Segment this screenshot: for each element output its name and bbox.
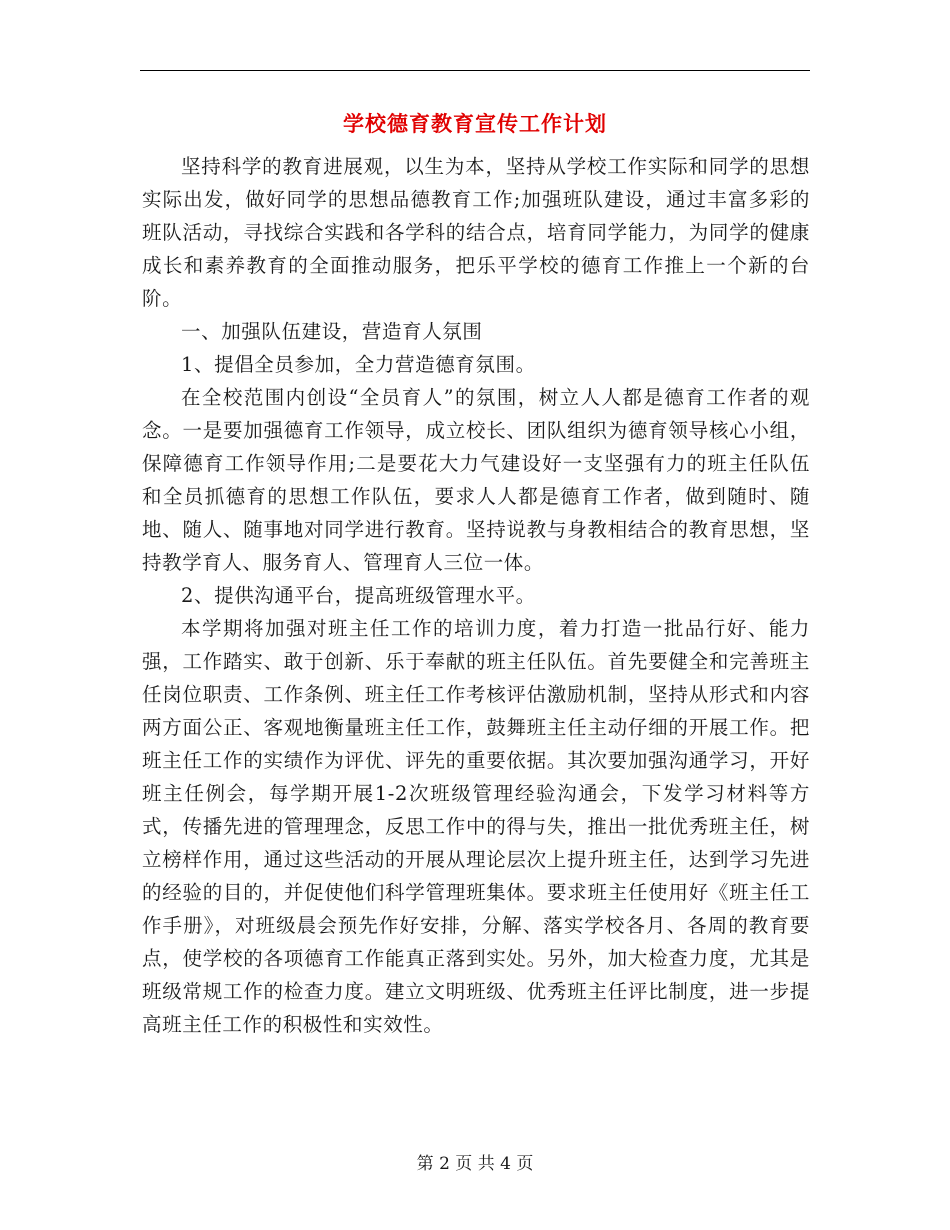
header-rule [140,70,810,71]
page-footer [0,1152,950,1176]
subsection-heading-2: 2、提供沟通平台，提高班级管理水平。 [181,584,536,607]
paragraph-all-staff: 在全校范围内创设“全员育人”的氛围，树立人人都是德育工作者的观念。一是要加强德育工作领导，成立校长、团队组织为德育领导核心小组，保障德育工作领导作用;二是要花大力气建设好一支坚强有力的班主任队伍和全员抓德育的思想工作队伍，要求人人都是德育工作者，做到随时、随地、随人、随事地对同学进行教育。坚持说教与身教相结合的教育思想，坚持教学育人、服务育人、管理育人三位一体。 [142,386,810,574]
document-title: 学校德育教育宣传工作计划 [343,111,607,136]
section-heading-1: 一、加强队伍建设，营造育人氛围 [181,320,483,343]
subsection-heading-1: 1、提倡全员参加，全力营造德育氛围。 [181,353,536,376]
paragraph-class-teacher: 本学期将加强对班主任工作的培训力度，着力打造一批品行好、能力强，工作踏实、敢于创新、乐于奉献的班主任队伍。首先要健全和完善班主任岗位职责、工作条例、班主任工作考核评估激励机制，坚持从形式和内容两方面公正、客观地衡量班主任工作，鼓舞班主任主动仔细的开展工作。把班主任工作的实绩作为评优、评先的重要依据。其次要加强沟通学习，开好班主任例会，每学期开展1-2次班级管理经验沟通会，下发学习材料等方式，传播先进的管理理念，反思工作中的得与失，推出一批优秀班主任，树立榜样作用，通过这些活动的开展从理论层次上提升班主任，达到学习先进的经验的目的，并促使他们科学管理班集体。要求班主任使用好《班主任工作手册》，对班级晨会预先作好安排，分解、落实学校各月、各周的教育要点，使学校的各项德育工作能真正落到实处。另外，加大检查力度，尤其是班级常规工作的检查力度。建立文明班级、优秀班主任评比制度，进一步提高班主任工作的积极性和实效性。 [142,617,810,1036]
paragraph-intro: 坚持科学的教育进展观，以生为本，坚持从学校工作实际和同学的思想实际出发，做好同学的思想品德教育工作;加强班队建设，通过丰富多彩的班队活动，寻找综合实践和各学科的结合点，培育同学能力，为同学的健康成长和素养教育的全面推动服务，把乐平学校的德育工作推上一个新的台阶。 [142,155,810,310]
page-number: 第 2 页 共 4 页 [416,1154,534,1174]
document-body [142,150,810,1041]
